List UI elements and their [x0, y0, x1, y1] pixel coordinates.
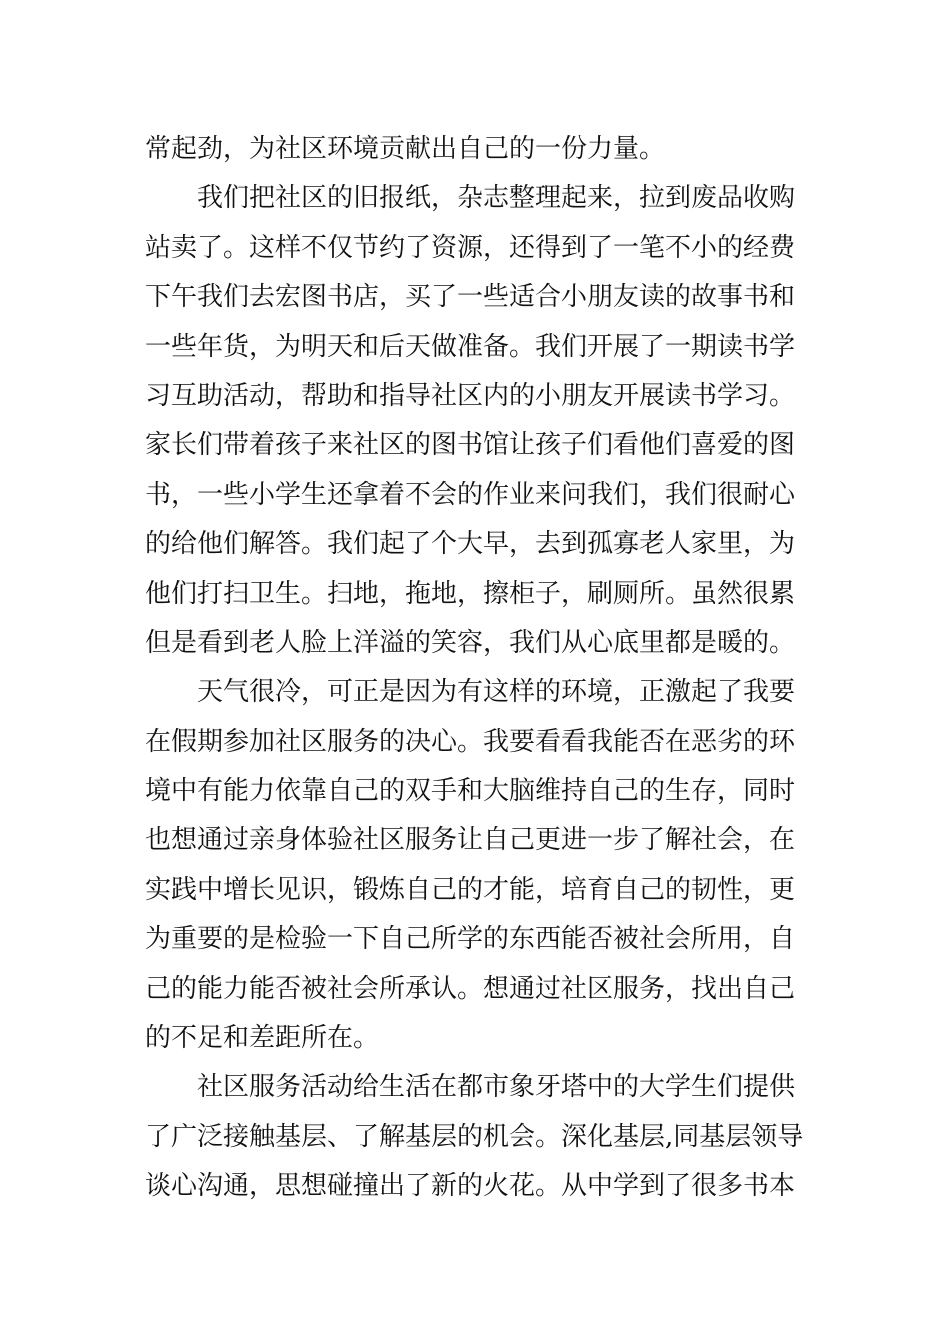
text-line: 但是看到老人脸上洋溢的笑容，我们从心底里都是暖的。 — [145, 627, 796, 658]
text-line: 站卖了。这样不仅节约了资源，还得到了一笔不小的经费 — [145, 232, 796, 263]
text-line: 下午我们去宏图书店，买了一些适合小朋友读的故事书和 — [145, 282, 796, 313]
text-line: 常起劲，为社区环境贡献出自己的一份力量。 — [145, 134, 666, 164]
text-line: 的给他们解答。我们起了个大早，去到孤寡老人家里，为 — [145, 529, 796, 560]
text-line: 实践中增长见识，锻炼自己的才能，培育自己的韧性，更 — [145, 874, 796, 905]
text-line: 在假期参加社区服务的决心。我要看看我能否在恶劣的环 — [145, 726, 796, 757]
text-line: 为重要的是检验一下自己所学的东西能否被社会所用，自 — [145, 924, 796, 955]
text-line: 也想通过亲身体验社区服务让自己更进一步了解社会，在 — [145, 825, 796, 856]
text-line: 谈心沟通，思想碰撞出了新的火花。从中学到了很多书本 — [145, 1171, 796, 1202]
text-line: 社区服务活动给生活在都市象牙塔中的大学生们提供 — [197, 1072, 796, 1103]
text-line: 一些年货，为明天和后天做准备。我们开展了一期读书学 — [145, 331, 796, 362]
text-line: 他们打扫卫生。扫地，拖地，擦柜子，刷厕所。虽然很累 — [145, 578, 796, 609]
text-line: 书，一些小学生还拿着不会的作业来问我们，我们很耐心 — [145, 479, 796, 510]
text-line: 了广泛接触基层、了解基层的机会。深化基层,同基层领导 — [145, 1121, 804, 1152]
text-line: 习互助活动，帮助和指导社区内的小朋友开展读书学习。 — [145, 380, 796, 411]
text-line: 我们把社区的旧报纸，杂志整理起来，拉到废品收购 — [197, 183, 796, 214]
text-line: 的不足和差距所在。 — [145, 1023, 380, 1054]
text-line: 天气很冷，可正是因为有这样的环境，正激起了我要 — [197, 677, 796, 708]
body-text — [145, 125, 810, 1212]
text-line: 家长们带着孩子来社区的图书馆让孩子们看他们喜爱的图 — [145, 430, 796, 461]
text-line: 己的能力能否被社会所承认。想通过社区服务，找出自己 — [145, 973, 796, 1004]
text-line: 境中有能力依靠自己的双手和大脑维持自己的生存，同时 — [145, 776, 796, 807]
